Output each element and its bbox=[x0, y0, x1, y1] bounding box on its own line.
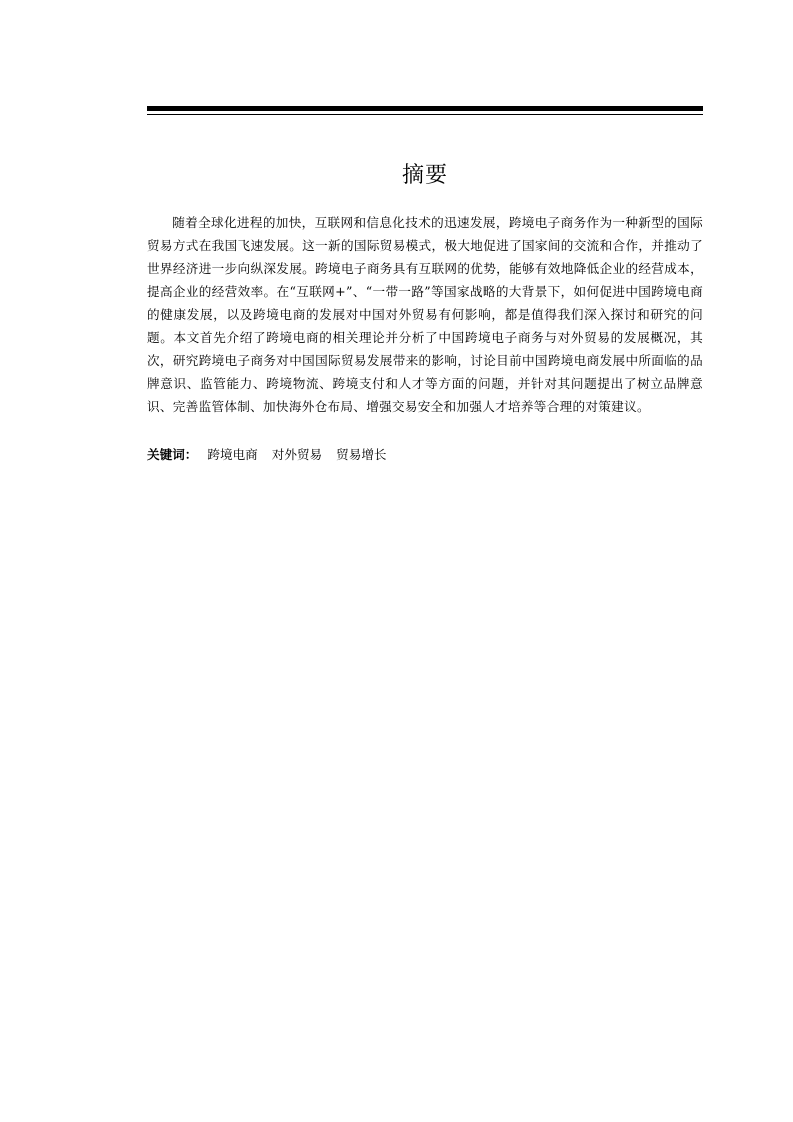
abstract-body: 随着全球化进程的加快，互联网和信息化技术的迅速发展，跨境电子商务作为一种新型的国际贸易方式在我国飞速发展。这一新的国际贸易模式，极大地促进了国家间的交流和合作，并推动了世界经济进一步向纵深发展。跨境电子商务具有互联网的优势，能够有效地降低企业的经营成本，提高企业的经营效率。在“互联网+”、“一带一路”等国家战略的大背景下，如何促进中国跨境电商的健康发展，以及跨境电商的发展对中国对外贸易有何影响，都是值得我们深入探讨和研究的问题。本文首先介绍了跨境电商的相关理论并分析了中国跨境电子商务与对外贸易的发展概况，其次，研究跨境电子商务对中国国际贸易发展带来的影响，讨论目前中国跨境电商发展中所面临的品牌意识、监管能力、跨境物流、跨境支付和人才等方面的问题，并针对其问题提出了树立品牌意识、完善监管体制、加快海外仓布局、增强交易安全和加强人才培养等合理的对策建议。 bbox=[147, 215, 703, 414]
header-rule-thin bbox=[147, 114, 703, 115]
keywords-line bbox=[147, 443, 703, 466]
keywords-label: 关键词： bbox=[147, 447, 198, 462]
header-rule-thick bbox=[147, 106, 703, 111]
keyword-item: 贸易增长 bbox=[336, 447, 387, 462]
keyword-item: 跨境电商 bbox=[207, 447, 258, 462]
abstract-title: 摘要 bbox=[401, 163, 448, 188]
keyword-item: 对外贸易 bbox=[271, 447, 323, 462]
